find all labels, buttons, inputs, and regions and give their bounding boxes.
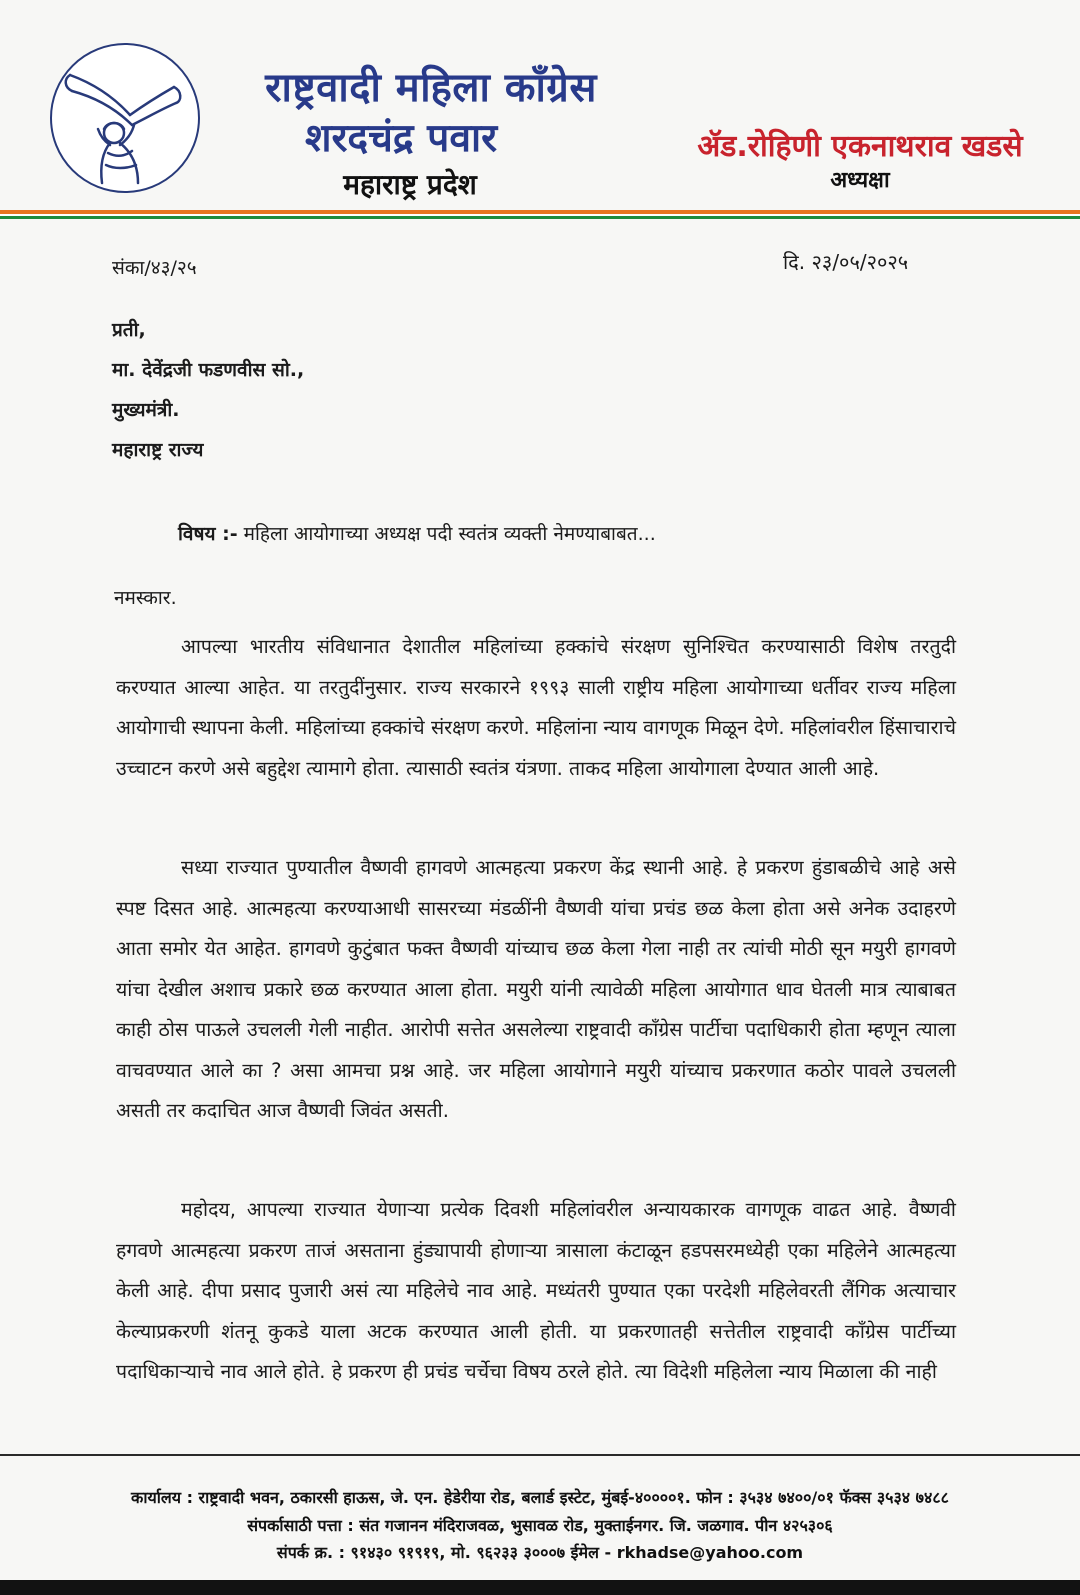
president-name: ॲड.रोहिणी एकनाथराव खडसे [697,129,1023,164]
reference-number: संका/४३/२५ [112,257,197,279]
addressee-line-4: महाराष्ट्र राज्य [112,439,204,461]
footer-contact-numbers: संपर्क क्र. : ९१४३० ९१९१९, मो. ९६२३३ ३०००७ ईमेल - rkhadse@yahoo.com [276,1543,804,1562]
subject-line [178,520,656,546]
footer-office-address: कार्यालय : राष्ट्रवादी भवन, ठकारसी हाऊस, जे. एन. हेडेरीया रोड, बलार्ड इस्टेट, मुंबई-४००००१. फोन : ३५३४ ७४००/०१ फॅक्स ३५३४ ७४८८ [131,1488,949,1507]
organization-region: महाराष्ट्र प्रदेश [343,168,477,201]
body-paragraph-1: आपल्या भारतीय संविधानात देशातील महिलांच्या हक्कांचे संरक्षण सुनिश्चित करण्यासाठी विशेष तरतुदी करण्यात आल्या आहेत. या तरतुदींनुसार. राज्य सरकारने १९९३ साली राष्ट्रीय महिला आयोगाच्या धर्तीवर राज्य महिला आयोगाची स्थापना केली. महिलांच्या हक्कांचे संरक्षण करणे. महिलांना न्याय वागणूक मिळून देणे. महिलांवरील हिंसाचाराचे उच्चाटन करणे असे बहुद्देश त्यामागे होता. त्यासाठी स्वतंत्र यंत्रणा. ताकद महिला आयोगाला देण्यात आली आहे. [116,635,956,780]
green-stripe [0,216,1080,219]
subject-label: विषय :- [178,523,238,545]
trumpet-blower-logo [50,43,200,193]
organization-subtitle: शरदचंद्र पवार [304,116,498,161]
subject-text: महिला आयोगाच्या अध्यक्ष पदी स्वतंत्र व्यक्ती नेमण्याबाबत... [237,523,656,545]
bottom-dark-band [0,1580,1080,1595]
greeting: नमस्कार. [114,587,177,609]
footer-contact-address: संपर्कासाठी पत्ता : संत गजानन मंदिराजवळ, भुसावळ रोड, मुक्ताईनगर. जि. जळगाव. पीन ४२५३०६ [247,1516,833,1535]
organization-name: राष्ट्रवादी महिला काँग्रेस [265,65,597,111]
trumpet-blower-icon [52,45,198,191]
addressee-line-2: मा. देवेंद्रजी फडणवीस सो., [112,359,305,381]
letter-date: दि. २३/०५/२०२५ [783,250,909,274]
body-paragraph-3: महोदय, आपल्या राज्यात येणाऱ्या प्रत्येक दिवशी महिलांवरील अन्यायकारक वागणूक वाढत आहे. वैष्णवी हगवणे आत्महत्या प्रकरण ताजं असताना हुंड्यापायी होणाऱ्या त्रासाला कंटाळून हडपसरमध्येही एका महिलेने आत्महत्या केली आहे. दीपा प्रसाद पुजारी असं त्या महिलेचे नाव आहे. मध्यंतरी पुण्यात एका परदेशी महिलेवरती लैंगिक अत्याचार केल्याप्रकरणी शंतनू कुकडे याला अटक करण्यात आली होती. या प्रकरणातही सत्तेतील राष्ट्रवादी कॉंग्रेस पार्टीच्या पदाधिकाऱ्याचे नाव आले होते. हे प्रकरण ही प्रचंड चर्चेचा विषय ठरले होते. त्या विदेशी महिलेला न्याय मिळाला की नाही [116,1198,956,1383]
body-paragraph-2: सध्या राज्यात पुण्यातील वैष्णवी हागवणे आत्महत्या प्रकरण केंद्र स्थानी आहे. हे प्रकरण हुंडाबळीचे आहे असे स्पष्ट दिसत आहे. आत्महत्या करण्याआधी सासरच्या मंडळींनी वैष्णवी यांचा प्रचंड छळ केला होता असे अनेक उदाहरणे आता समोर येत आहेत. हागवणे कुटुंबात फक्त वैष्णवी यांच्याच छळ केला गेला नाही तर त्यांची मोठी सून मयुरी हागवणे यांचा देखील अशाच प्रकारे छळ करण्यात आला होता. मयुरी यांनी त्यावेळी महिला आयोगात धाव घेतली मात्र त्याबाबत काही ठोस पाऊले उचलली गेली नाहीत. आरोपी सत्तेत असलेल्या राष्ट्रवादी कॉंग्रेस पार्टीचा पदाधिकारी होता म्हणून त्याला वाचवण्यात आले का ? असा आमचा प्रश्न आहे. जर महिला आयोगाने मयुरी यांच्याच प्रकरणात कठोर पावले उचलली असती तर कदाचित आज वैष्णवी जिवंत असती. [116,856,956,1122]
footer-divider [0,1454,1080,1456]
addressee-line-1: प्रती, [112,319,146,341]
addressee-line-3: मुख्यमंत्री. [112,399,180,421]
president-title: अध्यक्षा [830,168,890,193]
